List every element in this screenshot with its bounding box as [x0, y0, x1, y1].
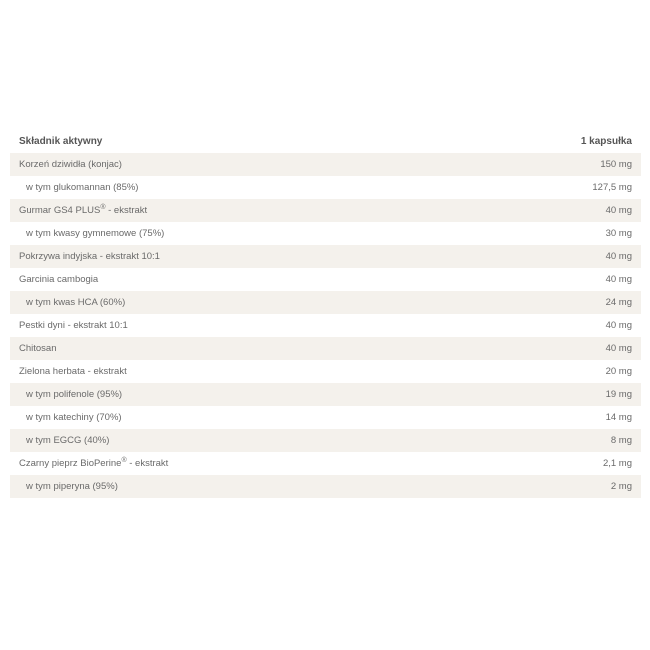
table-row	[10, 383, 641, 406]
ingredient-name	[19, 228, 164, 239]
ingredient-label: Pokrzywa indyjska - ekstrakt 10:1	[19, 251, 160, 262]
ingredient-label: Chitosan	[19, 343, 57, 354]
table-row	[10, 360, 641, 383]
ingredients-table	[10, 130, 641, 498]
ingredient-name	[19, 343, 57, 354]
dose-value: 127,5 mg	[592, 182, 632, 193]
ingredient-label: Gurmar GS4 PLUS	[19, 205, 101, 216]
dose-value: 30 mg	[605, 228, 632, 239]
table-row	[10, 268, 641, 291]
ingredient-suffix: - ekstrakt	[126, 458, 169, 469]
table-body	[10, 153, 641, 498]
ingredient-label: w tym kwas HCA (60%)	[26, 297, 126, 308]
table-row	[10, 429, 641, 452]
ingredient-label: Pestki dyni - ekstrakt 10:1	[19, 320, 128, 331]
ingredient-label: w tym katechiny (70%)	[26, 412, 122, 423]
dose-value: 40 mg	[605, 320, 632, 331]
ingredient-label: Zielona herbata - ekstrakt	[19, 366, 127, 377]
ingredient-label: Korzeń dziwidła (konjac)	[19, 159, 122, 170]
ingredient-label: w tym EGCG (40%)	[26, 435, 110, 446]
ingredient-label: w tym polifenole (95%)	[26, 389, 123, 400]
ingredient-label: w tym glukomannan (85%)	[26, 182, 139, 193]
dose-value: 2,1 mg	[602, 458, 632, 469]
dose-value: 19 mg	[605, 389, 632, 400]
dose-value: 8 mg	[610, 435, 632, 446]
ingredient-suffix: - ekstrakt	[105, 205, 148, 216]
table-row	[10, 153, 641, 176]
ingredient-name	[19, 481, 118, 492]
dose-value: 40 mg	[605, 343, 632, 354]
ingredient-name	[19, 366, 127, 377]
ingredient-name	[19, 297, 125, 308]
dose-value: 14 mg	[605, 412, 632, 423]
dose-value: 24 mg	[605, 297, 632, 308]
ingredient-name	[19, 205, 147, 216]
table-header	[10, 130, 641, 153]
registered-mark: ®	[100, 203, 106, 211]
ingredient-label: w tym piperyna (95%)	[26, 481, 118, 492]
dose-value: 40 mg	[605, 251, 632, 262]
ingredient-label: w tym kwasy gymnemowe (75%)	[26, 228, 165, 239]
ingredient-name	[19, 435, 109, 446]
ingredient-label: Czarny pieprz BioPerine	[19, 458, 122, 469]
table-row	[10, 291, 641, 314]
table-row	[10, 199, 641, 222]
dose-value: 40 mg	[605, 205, 632, 216]
dose-value: 40 mg	[605, 274, 632, 285]
header-ingredient: Składnik aktywny	[19, 136, 103, 147]
table-row	[10, 245, 641, 268]
table-row	[10, 337, 641, 360]
dose-value: 150 mg	[600, 159, 632, 170]
table-row	[10, 314, 641, 337]
ingredient-name	[19, 182, 138, 193]
ingredient-name	[19, 159, 122, 170]
dose-value: 20 mg	[605, 366, 632, 377]
table-row	[10, 406, 641, 429]
ingredient-name	[19, 458, 168, 469]
table-row	[10, 222, 641, 245]
table-row	[10, 452, 641, 475]
ingredient-name	[19, 389, 122, 400]
ingredient-name	[19, 412, 122, 423]
table-row	[10, 176, 641, 199]
ingredient-name	[19, 251, 160, 262]
ingredient-name	[19, 320, 128, 331]
registered-mark: ®	[121, 456, 127, 464]
ingredient-label: Garcinia cambogia	[19, 274, 99, 285]
dose-value: 2 mg	[610, 481, 632, 492]
table-row	[10, 475, 641, 498]
header-dose: 1 kapsułka	[580, 136, 632, 147]
ingredient-name	[19, 274, 98, 285]
